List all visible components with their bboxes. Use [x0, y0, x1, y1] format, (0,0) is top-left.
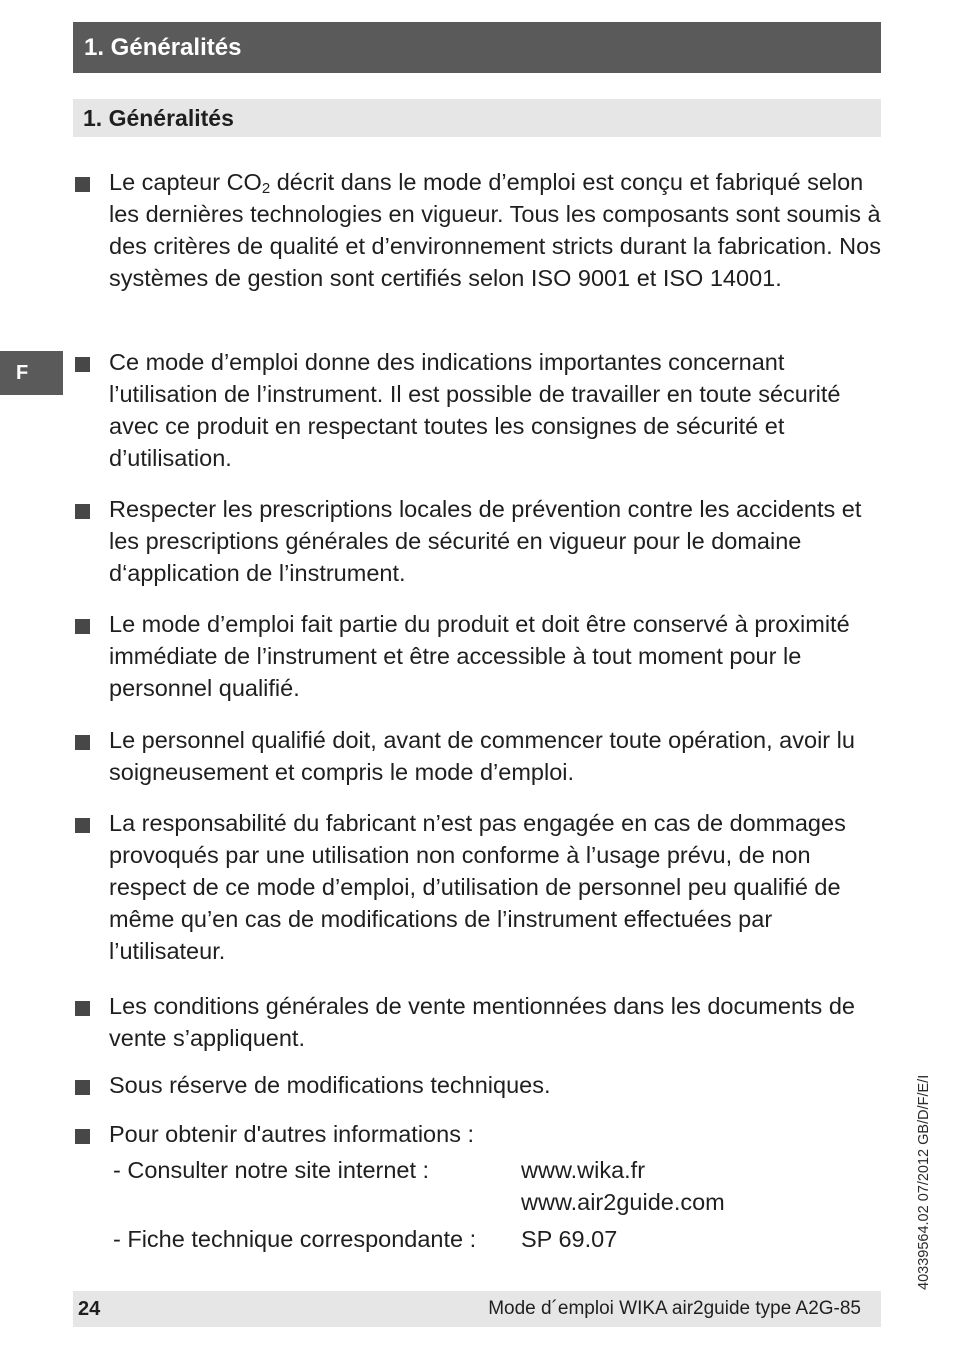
- bullet-text: Ce mode d’emploi donne des indications importantes concernant l’utilisation de l’instrument. Il est possible de travailler en toute sécurité avec ce produit en respectant toutes les consignes de sécurité et d’utilisation.: [109, 349, 841, 471]
- bullet-item-2: [73, 346, 881, 474]
- bullet-item-1: [73, 166, 881, 294]
- bullet-text: Respecter les prescriptions locales de prévention contre les accidents et les prescriptions générales de sécurité en vigueur pour le domaine d‘application de l’instrument.: [109, 496, 862, 586]
- bullet-item-5: [73, 724, 881, 788]
- bullet-item-4: [73, 608, 881, 704]
- language-tab: [0, 351, 63, 395]
- page-footer: [73, 1291, 881, 1327]
- bullet-item-9: [73, 1118, 881, 1150]
- bullet-text: La responsabilité du fabricant n’est pas engagée en cas de dommages provoqués par une utilisation non conforme à l’usage prévu, de non respect de ce mode d’emploi, d’utilisation de personnel peu qualifié de même qu’en cas de modifications de l’instrument effectuées par l’utilisateur.: [109, 810, 846, 964]
- page-number: 24: [78, 1298, 101, 1320]
- bullet-square-icon: [75, 1001, 90, 1016]
- bullet-text: Les conditions générales de vente mentionnées dans les documents de vente s’appliquent.: [109, 993, 855, 1051]
- datasheet-label: - Fiche technique correspondante :: [113, 1226, 477, 1252]
- subscript: 2: [261, 180, 271, 197]
- bullet-square-icon: [75, 357, 90, 372]
- language-tab-label: F: [16, 362, 29, 384]
- bullet-item-8: [73, 1069, 881, 1101]
- subsection-title-bar: [73, 99, 881, 137]
- bullet-text: Le capteur $CO_2$ décrit dans le mode d’emploi est conçu et fabriqué selon les dernières technologies en vigueur. Tous les composants sont soumis à des critères de qualité et d’environnement stricts durant la fabrication. Nos systèmes de gestion sont certifiés selon ISO 9001 et ISO 14001.: [109, 169, 881, 291]
- bullet-square-icon: [75, 619, 90, 634]
- bullet-item-7: [73, 990, 881, 1054]
- bullet-item-6: [73, 807, 881, 967]
- bullet-text: Pour obtenir d'autres informations :: [109, 1121, 475, 1147]
- bullet-square-icon: [75, 504, 90, 519]
- footer-title: Mode d´emploi WIKA air2guide type A2G-85: [488, 1298, 861, 1319]
- bullet-text: Sous réserve de modifications techniques.: [109, 1072, 551, 1098]
- bullet-square-icon: [75, 735, 90, 750]
- bullet-item-3: [73, 493, 881, 589]
- document-code: 40339564.02 07/2012 GB/D/F/E/I: [916, 1074, 932, 1290]
- section-title: 1. Généralités: [84, 34, 242, 61]
- section-title-bar: [73, 22, 881, 73]
- bullet-square-icon: [75, 818, 90, 833]
- website-link-air2guide: www.air2guide.com: [521, 1189, 725, 1215]
- datasheet-value: SP 69.07: [521, 1226, 618, 1252]
- bullet-text: Le mode d’emploi fait partie du produit et doit être conservé à proximité immédiate de l’instrument et être accessible à tout moment pour le personnel qualifié.: [109, 611, 850, 701]
- website-link-wika: www.wika.fr: [521, 1157, 646, 1183]
- subsection-title: 1. Généralités: [83, 105, 234, 131]
- bullet-square-icon: [75, 1080, 90, 1095]
- bullet-square-icon: [75, 177, 90, 192]
- bullet-square-icon: [75, 1129, 90, 1144]
- bullet-text: Le personnel qualifié doit, avant de commencer toute opération, avoir lu soigneusement et compris le mode d’emploi.: [109, 727, 855, 785]
- website-label: - Consulter notre site internet :: [113, 1157, 430, 1183]
